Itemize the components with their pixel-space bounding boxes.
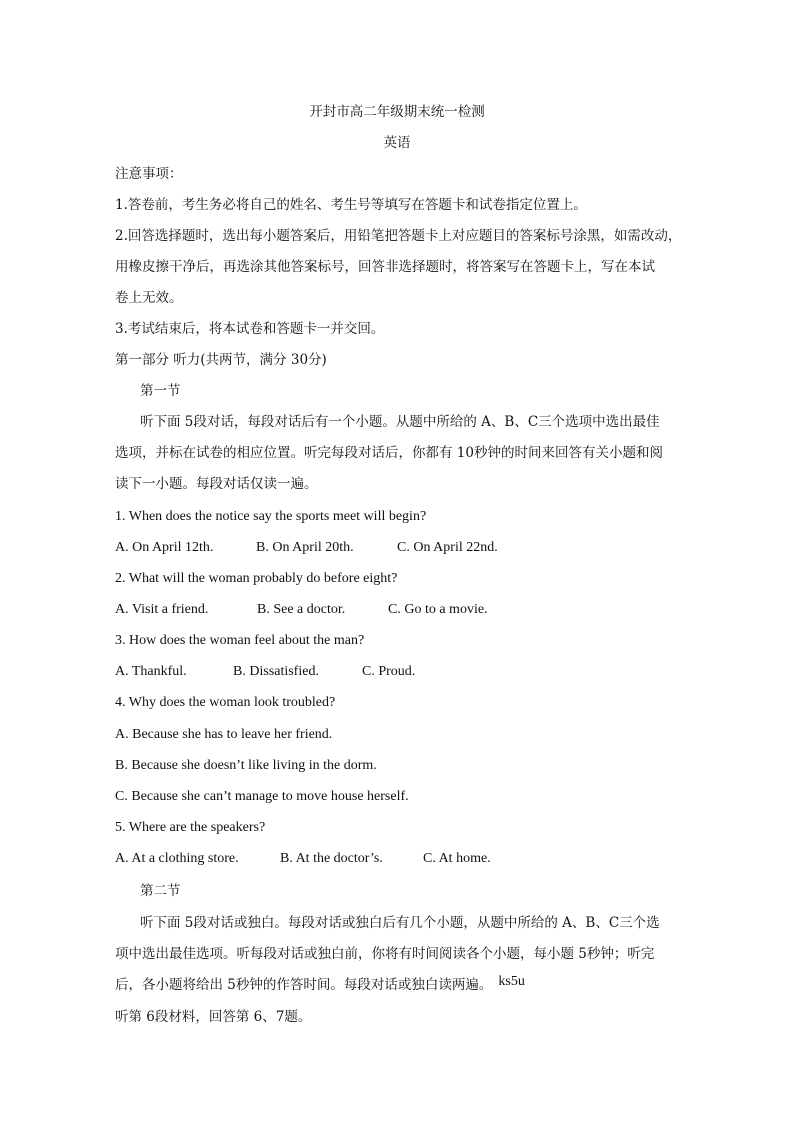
section2-instructions-line-2: 项中选出最佳选项。听每段对话或独白前，你将有时间阅读各个小题，每小题 5秒钟；听完 <box>115 946 655 962</box>
question-5-option-b: B. At the doctor’s. <box>280 851 383 866</box>
ks5u-watermark: ks5u <box>498 974 525 989</box>
question-2-option-a: A. Visit a friend. <box>115 602 209 617</box>
note-item-2-line-2: 用橡皮擦干净后，再选涂其他答案标号，回答非选择题时，将答案写在答题卡上，写在本试 <box>115 259 655 275</box>
question-3-option-a: A. Thankful. <box>115 664 187 679</box>
question-5-options <box>115 849 715 869</box>
question-1-options <box>115 538 715 558</box>
notes-heading: 注意事项： <box>115 166 183 182</box>
exam-title: 开封市高二年级期末统一检测 <box>309 104 485 120</box>
section2-instructions-line-3-text: 后，各小题将给出 5秒钟的作答时间。每段对话或独白读两遍。 <box>115 977 493 993</box>
section2-instructions-line-3 <box>115 975 525 996</box>
question-3-option-b: B. Dissatisfied. <box>233 664 319 679</box>
question-1-stem: 1. When does the notice say the sports meet will begin? <box>115 509 427 524</box>
question-3-stem: 3. How does the woman feel about the man? <box>115 633 365 648</box>
question-5-option-c: C. At home. <box>423 851 491 866</box>
question-4-option-b: B. Because she doesn’t like living in the dorm. <box>115 758 377 773</box>
question-2-options <box>115 600 715 620</box>
note-item-2-line-3: 卷上无效。 <box>115 290 183 306</box>
question-1-option-b: B. On April 20th. <box>256 540 354 555</box>
section2-instructions-line-1: 听下面 5段对话或独白。每段对话或独白后有几个小题，从题中所给的 A、B、C三个选 <box>140 915 660 931</box>
part1-title: 第一部分 听力(共两节，满分 30分) <box>115 352 327 368</box>
note-item-3: 3.考试结束后，将本试卷和答题卡一并交回。 <box>115 321 385 337</box>
question-2-option-c: C. Go to a movie. <box>388 602 488 617</box>
question-4-stem: 4. Why does the woman look troubled? <box>115 695 336 710</box>
note-item-1: 1.答卷前，考生务必将自己的姓名、考生号等填写在答题卡和试卷指定位置上。 <box>115 197 587 213</box>
question-5-option-a: A. At a clothing store. <box>115 851 239 866</box>
question-1-option-a: A. On April 12th. <box>115 540 214 555</box>
question-4-option-a: A. Because she has to leave her friend. <box>115 727 333 742</box>
question-2-option-b: B. See a doctor. <box>257 602 346 617</box>
question-5-stem: 5. Where are the speakers? <box>115 820 266 835</box>
question-1-option-c: C. On April 22nd. <box>397 540 498 555</box>
exam-subject: 英语 <box>383 135 411 151</box>
question-2-stem: 2. What will the woman probably do before eight? <box>115 571 398 586</box>
section1-instructions-line-3: 读下一小题。每段对话仅读一遍。 <box>115 476 318 492</box>
section1-instructions-line-2: 选项，并标在试卷的相应位置。听完每段对话后，你都有 10秒钟的时间来回答有关小题和阅 <box>115 445 663 461</box>
section1-instructions-line-1: 听下面 5段对话，每段对话后有一个小题。从题中所给的 A、B、C三个选项中选出最佳 <box>140 414 660 430</box>
question-3-option-c: C. Proud. <box>362 664 416 679</box>
material-6-instruction: 听第 6段材料，回答第 6、7题。 <box>115 1009 312 1025</box>
question-4-option-c: C. Because she can’t manage to move house herself. <box>115 789 409 804</box>
section1-title: 第一节 <box>140 383 181 399</box>
section2-title: 第二节 <box>140 883 181 899</box>
question-3-options <box>115 662 715 682</box>
note-item-2-line-1: 2.回答选择题时，选出每小题答案后，用铅笔把答题卡上对应题目的答案标号涂黑，如需改动， <box>115 228 682 244</box>
